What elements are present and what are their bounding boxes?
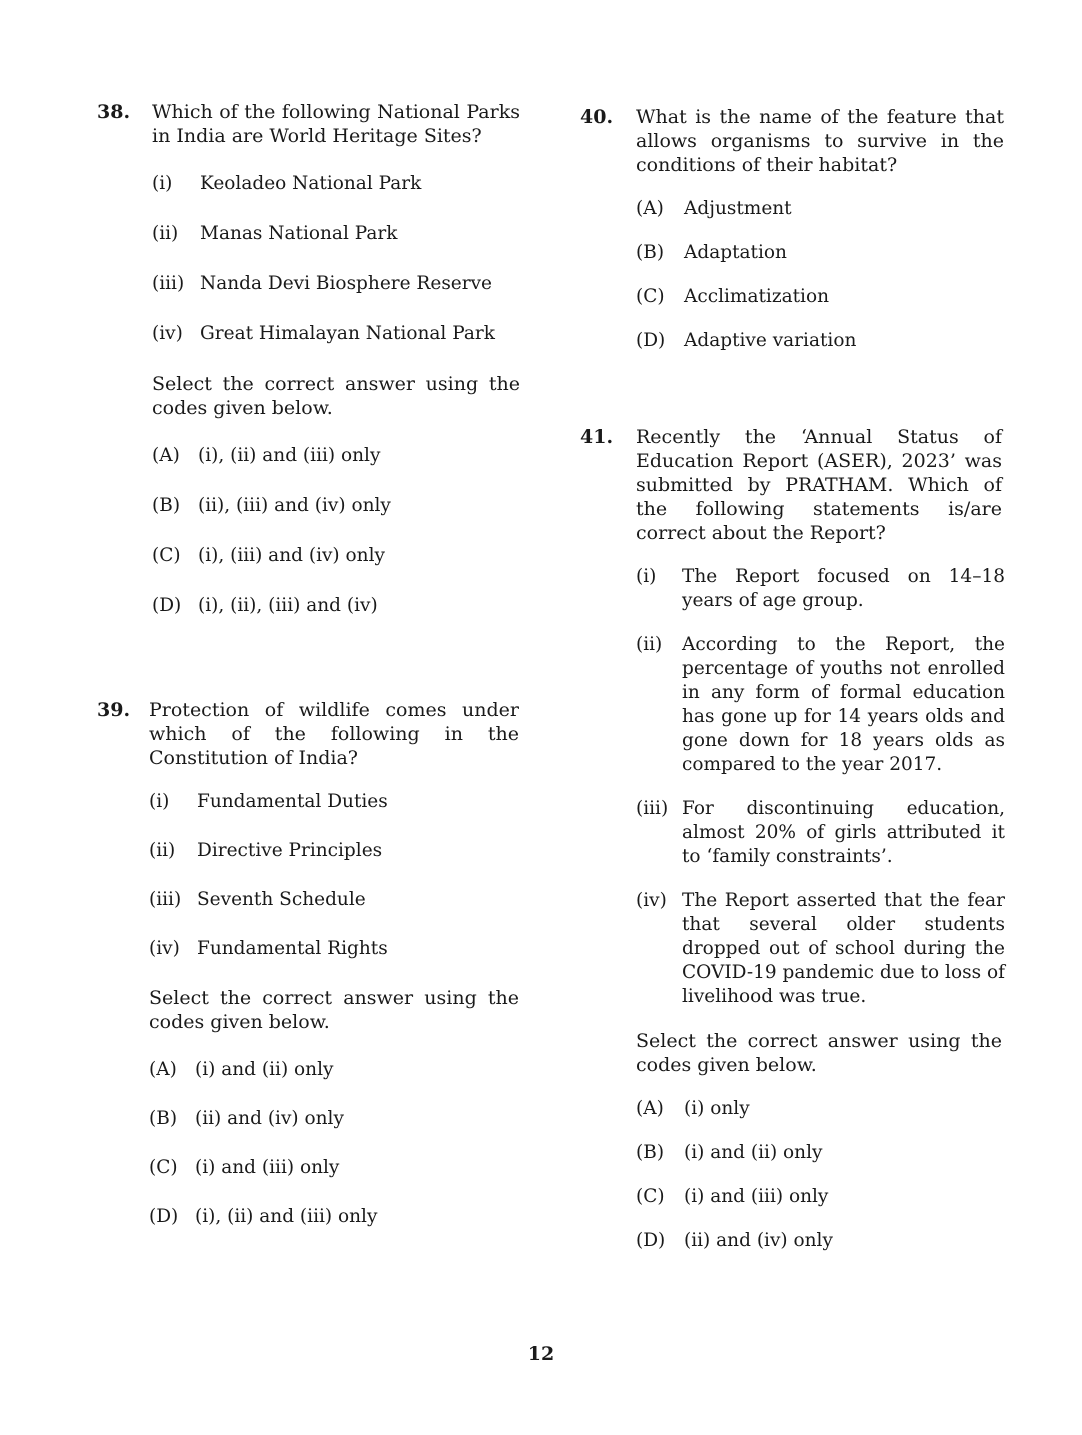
answer-label: (C) <box>152 545 181 566</box>
answer-text: (i), (ii) and (iii) only <box>195 1206 378 1227</box>
answer-option[interactable] <box>636 1229 1005 1253</box>
answer-text: (i), (iii) and (iv) only <box>198 545 385 566</box>
answer-label: (D) <box>152 595 182 616</box>
question-40 <box>580 105 1005 353</box>
statement-label: (iv) <box>636 890 667 911</box>
answer-text: (ii) and (iv) only <box>195 1108 344 1129</box>
answer-text: Adaptation <box>684 242 787 263</box>
statement-item <box>152 272 522 296</box>
answer-text: Adjustment <box>684 198 792 219</box>
answer-option[interactable] <box>636 197 1005 221</box>
answer-label: (B) <box>152 495 181 516</box>
question-39 <box>97 698 522 1229</box>
statement-label: (i) <box>152 173 173 194</box>
answer-label: (B) <box>149 1108 178 1129</box>
statement-item <box>149 937 522 961</box>
right-column <box>580 105 1005 1253</box>
answer-option[interactable] <box>636 1141 1005 1165</box>
answer-text: (ii), (iii) and (iv) only <box>198 495 391 516</box>
answer-label: (B) <box>636 1142 665 1163</box>
answer-instruction: Select the correct answer using the codes given below. <box>152 373 520 419</box>
answer-option[interactable] <box>636 1097 1005 1121</box>
question-number: 38. <box>97 101 131 123</box>
statement-text: Seventh Schedule <box>197 889 366 910</box>
answer-text: (i) only <box>684 1098 750 1119</box>
statement-item <box>149 839 522 863</box>
answer-text: (i) and (iii) only <box>195 1157 340 1178</box>
question-text: What is the name of the feature that allows organisms to survive in the conditions of their habitat? <box>636 106 1004 176</box>
statement-item <box>152 322 522 346</box>
question-40-stem <box>580 105 1005 177</box>
statement-list <box>636 565 1005 1253</box>
answer-label: (D) <box>636 330 666 351</box>
statement-text: The Report focused on 14–18 years of age group. <box>682 566 1005 611</box>
question-number: 40. <box>580 106 614 128</box>
question-41-stem <box>580 425 1005 545</box>
statement-text: Fundamental Duties <box>197 791 388 812</box>
answer-label: (B) <box>636 242 665 263</box>
answer-option[interactable] <box>636 1185 1005 1209</box>
question-number: 39. <box>97 699 131 721</box>
answer-options <box>152 444 522 618</box>
answer-text: (i) and (ii) only <box>684 1142 823 1163</box>
answer-text: (i), (ii), (iii) and (iv) <box>198 595 378 616</box>
statement-text: Fundamental Rights <box>197 938 388 959</box>
answer-text: (i), (ii) and (iii) only <box>198 445 381 466</box>
answer-option[interactable] <box>636 285 1005 309</box>
statement-item <box>149 790 522 814</box>
statement-label: (iii) <box>149 889 182 910</box>
statement-text: Nanda Devi Biosphere Reserve <box>200 273 492 294</box>
statement-label: (ii) <box>149 840 176 861</box>
statement-label: (ii) <box>636 634 663 655</box>
question-41 <box>580 425 1005 1253</box>
answer-instruction: Select the correct answer using the codes given below. <box>149 987 519 1033</box>
answer-label: (A) <box>636 1098 664 1119</box>
statement-text: Keoladeo National Park <box>200 173 422 194</box>
answer-text: (i) and (ii) only <box>195 1059 334 1080</box>
statement-item <box>636 633 1005 777</box>
statement-text: Directive Principles <box>197 840 383 861</box>
answer-option[interactable] <box>152 494 522 518</box>
statement-list <box>149 790 522 1229</box>
left-column <box>97 100 522 1229</box>
answer-options <box>636 1097 1005 1253</box>
page-number: 12 <box>527 1343 555 1365</box>
statement-item <box>152 222 522 246</box>
answer-label: (A) <box>149 1059 177 1080</box>
answer-option[interactable] <box>149 1156 522 1180</box>
statement-text: For discontinuing education, almost 20% of girls attributed it to ‘family constraints’. <box>682 798 1005 867</box>
statement-list <box>152 172 522 618</box>
question-text: Which of the following National Parks in India are World Heritage Sites? <box>152 101 520 147</box>
statement-label: (iv) <box>152 323 183 344</box>
answer-text: (ii) and (iv) only <box>684 1230 833 1251</box>
answer-option[interactable] <box>149 1058 522 1082</box>
statement-label: (iii) <box>152 273 185 294</box>
statement-item <box>636 565 1005 613</box>
answer-option[interactable] <box>636 329 1005 353</box>
statement-text: Manas National Park <box>200 223 398 244</box>
question-number: 41. <box>580 426 614 448</box>
answer-label: (A) <box>636 198 664 219</box>
answer-label: (A) <box>152 445 180 466</box>
statement-label: (i) <box>636 566 657 587</box>
answer-option[interactable] <box>636 241 1005 265</box>
answer-label: (D) <box>149 1206 179 1227</box>
answer-options <box>636 197 1005 353</box>
statement-text: The Report asserted that the fear that several older students dropped out of school during the COVID-19 pandemic due to loss of livelihood was true. <box>682 890 1005 1007</box>
question-39-stem <box>97 698 522 770</box>
answer-label: (D) <box>636 1230 666 1251</box>
statement-item <box>149 888 522 912</box>
statement-item <box>152 172 522 196</box>
answer-text: Adaptive variation <box>684 330 857 351</box>
answer-instruction: Select the correct answer using the codes given below. <box>636 1030 1002 1076</box>
question-38-stem <box>97 100 522 148</box>
question-text: Protection of wildlife comes under which of the following in the Constitution of India? <box>149 699 519 769</box>
answer-label: (C) <box>636 286 665 307</box>
answer-option[interactable] <box>152 594 522 618</box>
answer-option[interactable] <box>152 444 522 468</box>
answer-text: (i) and (iii) only <box>684 1186 829 1207</box>
statement-item <box>636 797 1005 869</box>
statement-label: (iii) <box>636 798 669 819</box>
answer-option[interactable] <box>149 1205 522 1229</box>
question-text: Recently the ‘Annual Status of Education Report (ASER), 2023’ was submitted by PRATHAM. Which of the following statements is/are correct about the Report? <box>636 426 1002 544</box>
answer-option[interactable] <box>149 1107 522 1131</box>
statement-label: (ii) <box>152 223 179 244</box>
answer-text: Acclimatization <box>684 286 830 307</box>
answer-label: (C) <box>636 1186 665 1207</box>
question-38 <box>97 100 522 618</box>
statement-label: (i) <box>149 791 170 812</box>
statement-text: According to the Report, the percentage of youths not enrolled in any form of formal education has gone up for 14 years olds and gone down for 18 years olds as compared to the year 2017. <box>682 634 1005 775</box>
statement-label: (iv) <box>149 938 180 959</box>
answer-options <box>149 1058 522 1229</box>
statement-item <box>636 889 1005 1009</box>
statement-text: Great Himalayan National Park <box>200 323 495 344</box>
answer-label: (C) <box>149 1157 178 1178</box>
answer-option[interactable] <box>152 544 522 568</box>
